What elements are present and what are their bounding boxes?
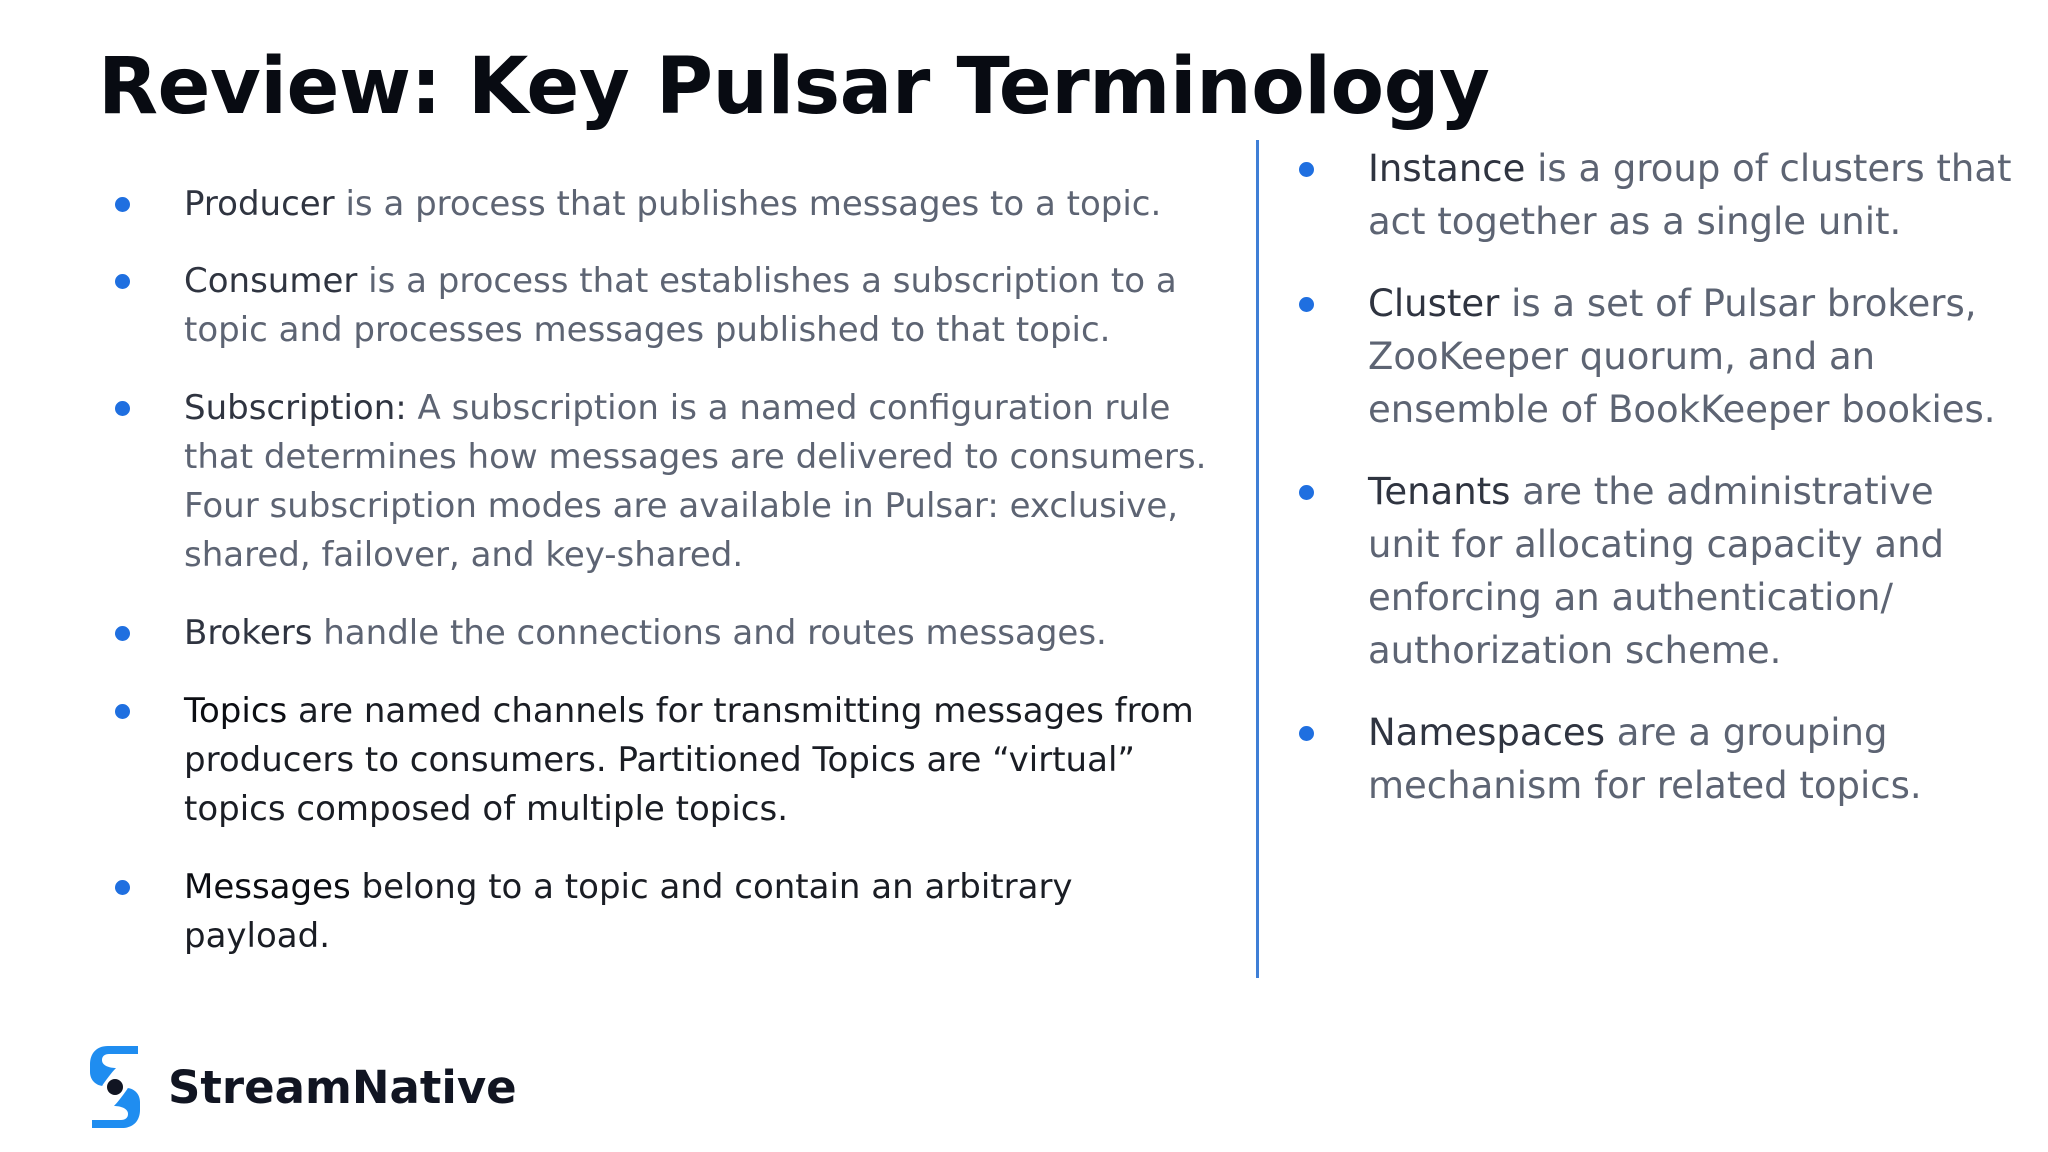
- term-label: Topics: [184, 691, 288, 731]
- term-description: are named channels for transmitting messages from producers to consumers. Partitioned Topics are “virtual” topics composed of multiple topics.: [184, 691, 1194, 829]
- bullet-icon: [1299, 726, 1314, 741]
- list-item-consumer: [112, 257, 1212, 355]
- term-description: handle the connections and routes messages.: [312, 613, 1107, 653]
- list-item-tenants: [1296, 465, 2016, 677]
- slide-title: Review: Key Pulsar Terminology: [98, 42, 1490, 132]
- term-label: Consumer: [184, 261, 358, 301]
- bullet-icon: [1299, 485, 1314, 500]
- term-description: is a set of Pulsar brokers, ZooKeeper quorum, and an ensemble of BookKeeper bookies.: [1368, 282, 1996, 431]
- term-label: Instance: [1368, 147, 1526, 190]
- brand-name: StreamNative: [168, 1060, 517, 1114]
- term-description: are a grouping mechanism for related topics.: [1368, 711, 1922, 807]
- list-item-topics: [112, 687, 1212, 834]
- bullet-icon: [115, 401, 130, 416]
- bullet-icon: [115, 880, 130, 895]
- term-label: Namespaces: [1368, 711, 1605, 754]
- list-item-namespaces: [1296, 706, 2016, 812]
- bullet-icon: [1299, 162, 1314, 177]
- term-label: Producer: [184, 184, 335, 224]
- list-item-producer: [112, 180, 1212, 229]
- right-term-list: [1296, 142, 2016, 841]
- term-label: Subscription:: [184, 388, 407, 428]
- list-item-cluster: [1296, 277, 2016, 436]
- left-term-list: [112, 180, 1212, 961]
- bullet-icon: [1299, 297, 1314, 312]
- column-divider: [1256, 140, 1259, 978]
- term-description: is a group of clusters that act together as a single unit.: [1368, 147, 2012, 243]
- list-item-brokers: [112, 609, 1212, 658]
- list-item-instance: [1296, 142, 2016, 248]
- term-description: are the administrative unit for allocating capacity and enforcing an authentication/ authorization scheme.: [1368, 470, 1945, 672]
- brand-footer: [88, 1044, 517, 1130]
- term-label: Cluster: [1368, 282, 1500, 325]
- bullet-icon: [115, 626, 130, 641]
- bullet-icon: [115, 274, 130, 289]
- bullet-icon: [115, 197, 130, 212]
- term-label: Tenants: [1368, 470, 1511, 513]
- streamnative-logo-icon: [88, 1044, 142, 1130]
- term-label: Messages: [184, 867, 351, 907]
- term-label: Brokers: [184, 613, 313, 653]
- list-item-messages: [112, 863, 1212, 961]
- bullet-icon: [115, 704, 130, 719]
- term-description: is a process that publishes messages to a topic.: [334, 184, 1162, 224]
- term-description: is a process that establishes a subscription to a topic and processes messages published to that topic.: [184, 261, 1177, 350]
- term-description: A subscription is a named configuration rule that determines how messages are delivered to consumers. Four subscription modes are available in Pulsar: exclusive, shared, failover, and key-shared.: [184, 388, 1207, 575]
- term-description: belong to a topic and contain an arbitrary payload.: [184, 867, 1073, 956]
- list-item-subscription: [112, 384, 1212, 580]
